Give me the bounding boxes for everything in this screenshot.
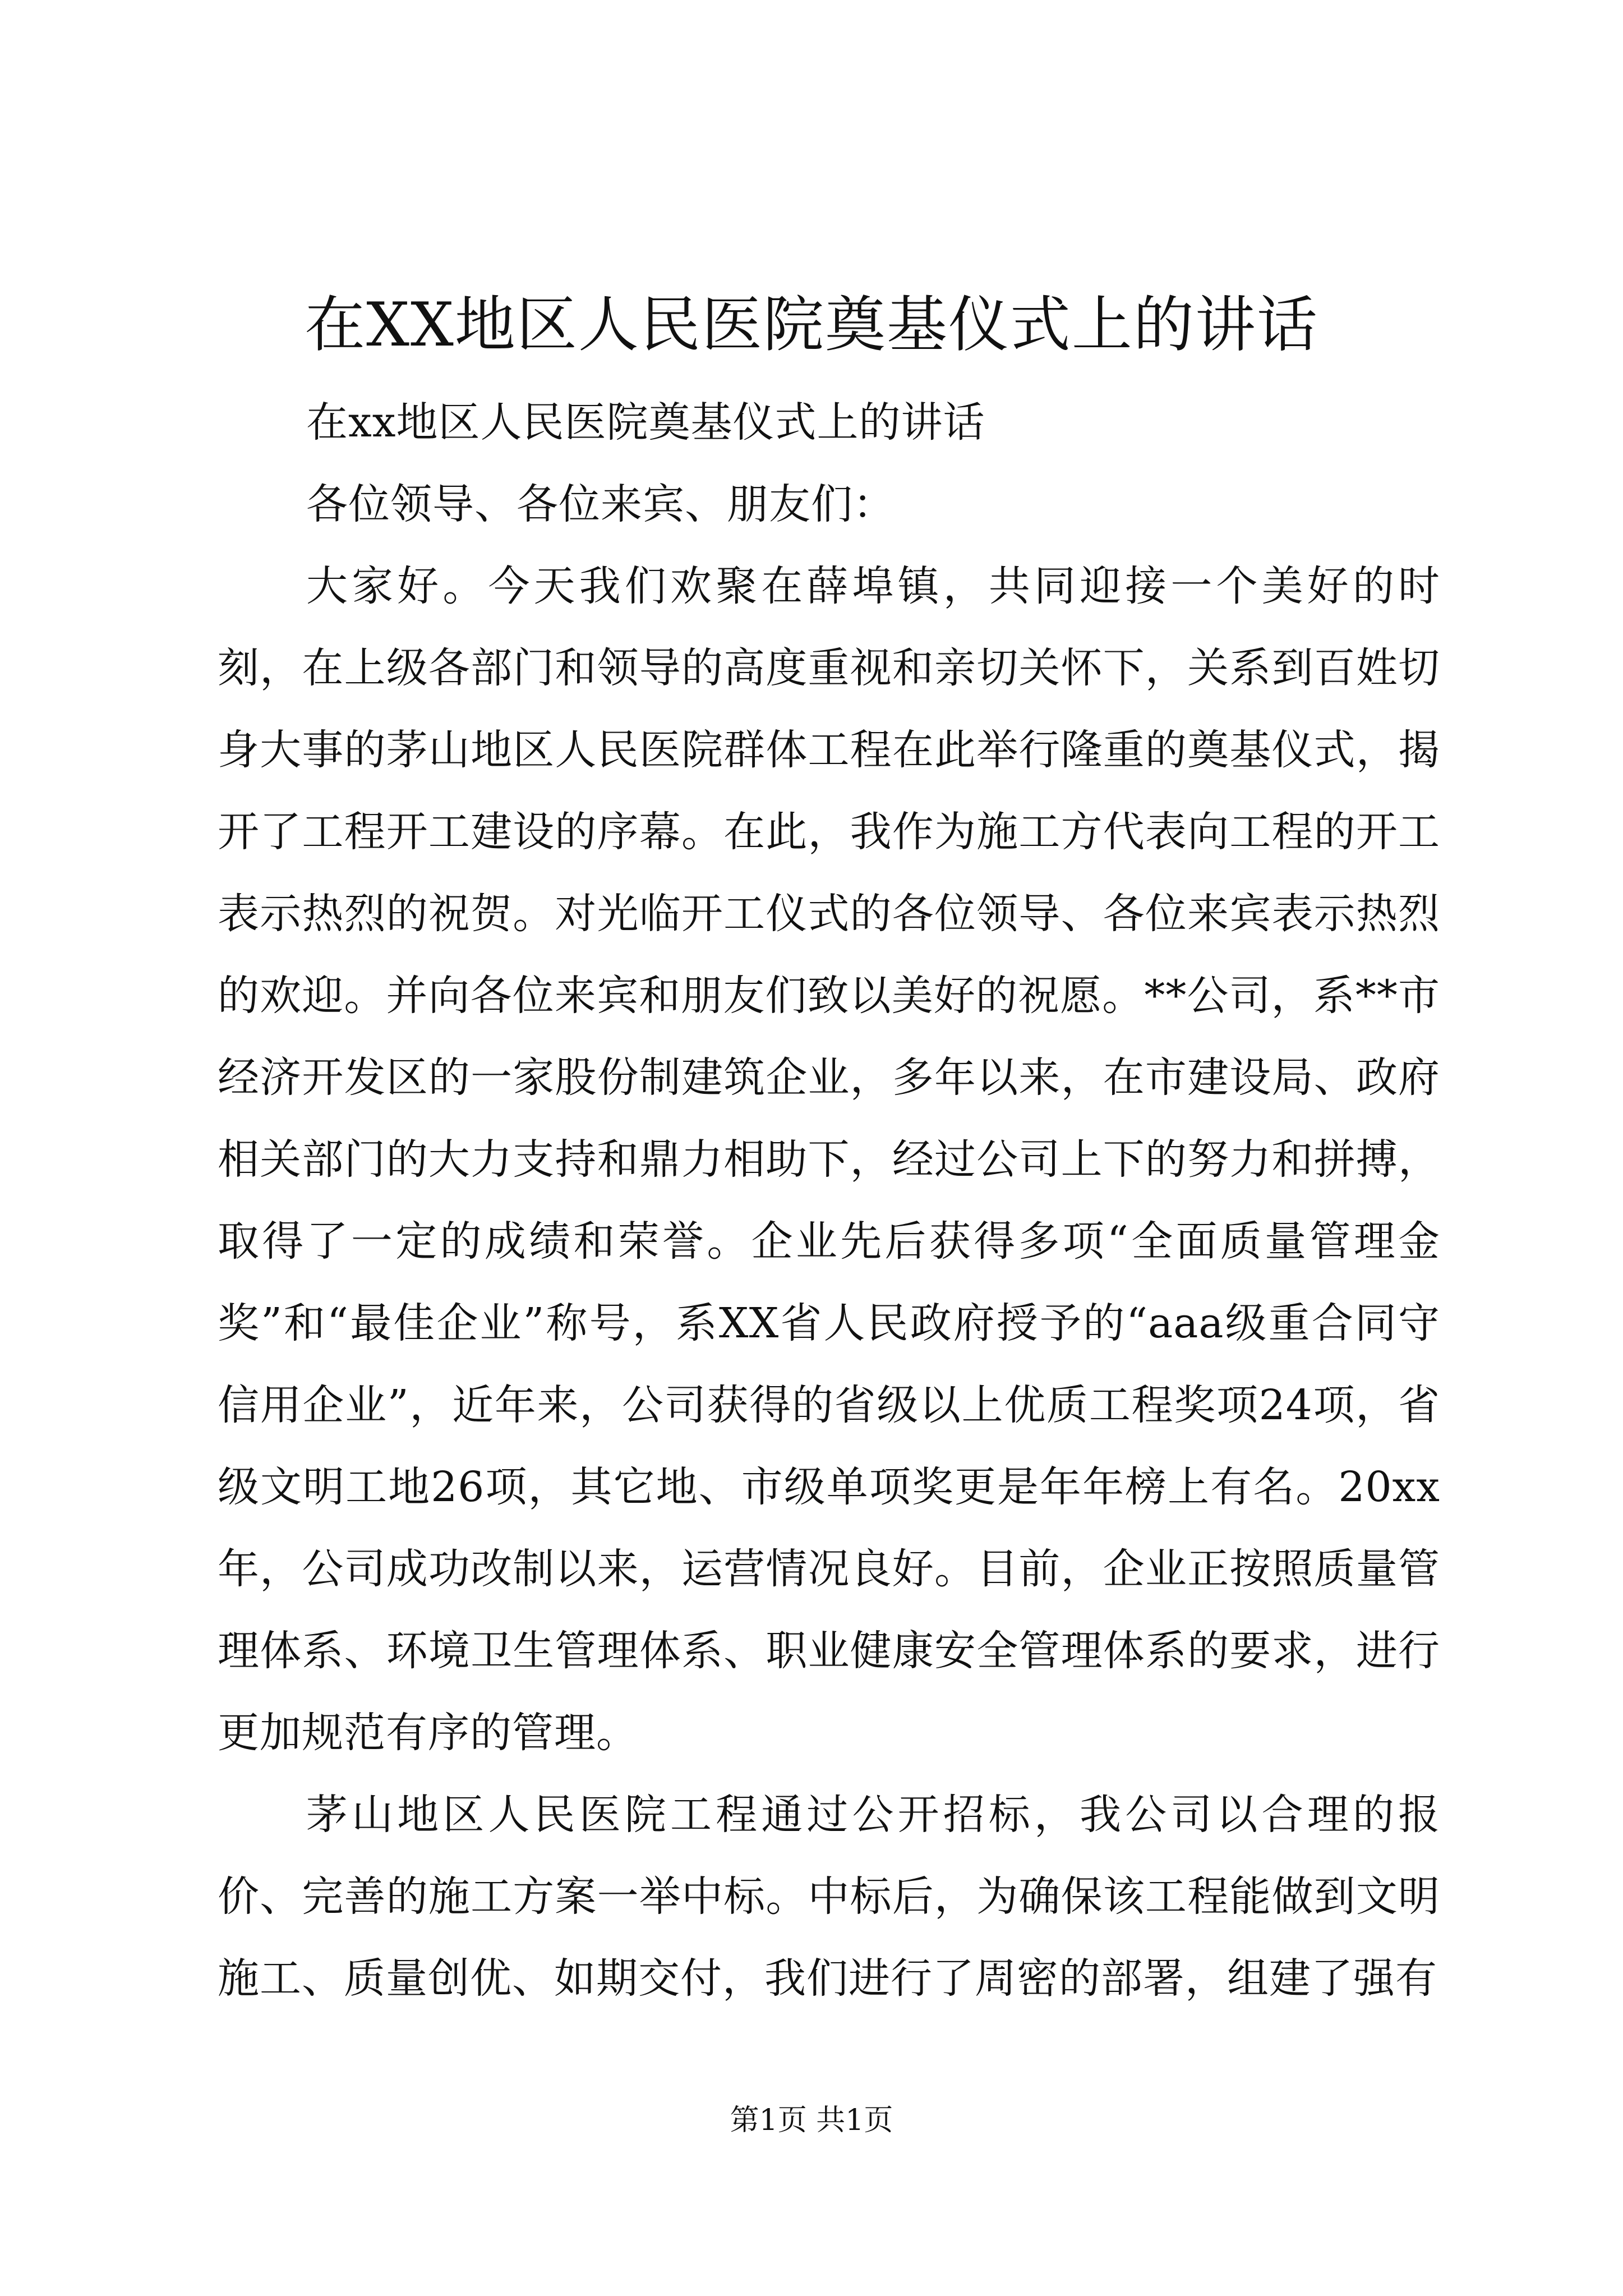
- body-paragraph-2: 茅山地区人民医院工程通过公开招标，我公司以合理的报价、完善的施工方案一举中标。中标后，为确保该工程能做到文明施工、质量创优、如期交付，我们进行了周密的部署，组建了强有: [218, 1791, 1440, 2003]
- body-paragraph-1: 大家好。今天我们欢聚在薛埠镇，共同迎接一个美好的时刻，在上级各部门和领导的高度重视和亲切关怀下，关系到百姓切身大事的茅山地区人民医院群体工程在此举行隆重的奠基仪式，揭开了工程开工建设的序幕。在此，我作为施工方代表向工程的开工表示热烈的祝贺。对光临开工仪式的各位领导、各位来宾表示热烈的欢迎。并向各位来宾和朋友们致以美好的祝愿。**公司，系**市经济开发区的一家股份制建筑企业，多年以来，在市建设局、政府相关部门的大力支持和鼎力相助下，经过公司上下的努力和拼搏，取得了一定的成绩和荣誉。企业先后获得多项“全面质量管理金奖”和“最佳企业”称号，系XX省人民政府授予的“aaa级重合同守信用企业”，近年来，公司获得的省级以上优质工程奖项24项，省级文明工地26项，其它地、市级单项奖更是年年榜上有名。20xx年，公司成功改制以来，运营情况良好。目前，企业正按照质量管理体系、环境卫生管理体系、职业健康安全管理体系的要求，进行更加规范有序的管理。: [218, 562, 1440, 1757]
- document-body: [218, 381, 1440, 2019]
- body-paragraph-salutation: 各位领导、各位来宾、朋友们：: [306, 480, 895, 528]
- document-title: 在XX地区人民医院奠基仪式上的讲话: [305, 290, 1318, 360]
- body-paragraph-subtitle: 在xx地区人民医院奠基仪式上的讲话: [306, 398, 985, 447]
- page-footer: 第1页 共1页: [730, 2104, 893, 2137]
